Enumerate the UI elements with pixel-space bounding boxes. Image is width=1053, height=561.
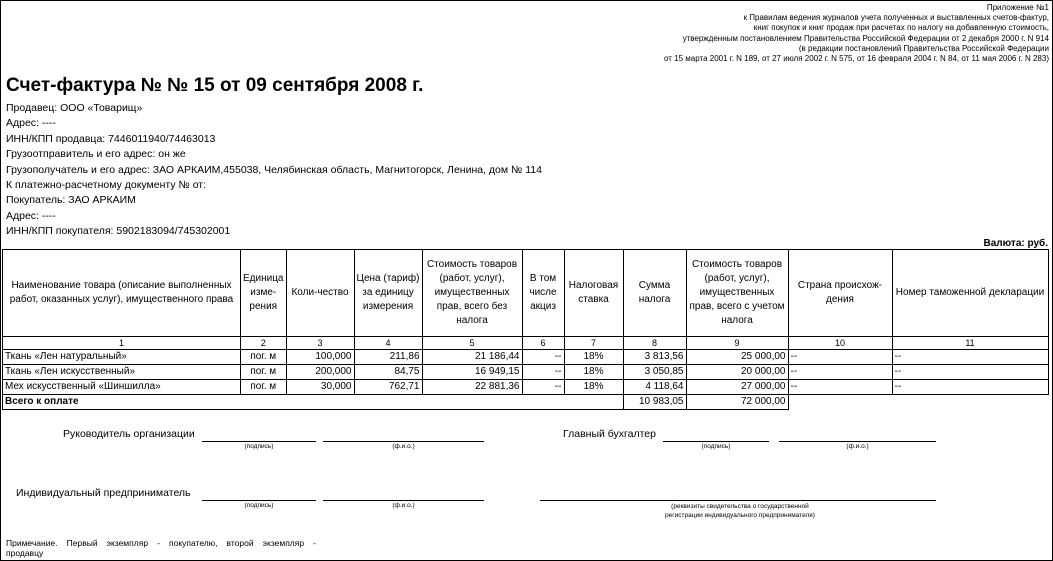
col-number: 8 — [623, 337, 686, 350]
col-number: 11 — [892, 337, 1048, 350]
table-row — [3, 350, 1049, 365]
item-price: 84,75 — [354, 365, 422, 380]
table-row — [3, 365, 1049, 380]
attachment-line: книг покупок и книг продаж при расчетах по налогу на добавленную стоимость, — [753, 23, 1049, 33]
payment-document: К платежно-расчетному документу № от: — [6, 178, 207, 191]
registration-caption-line: регистрации индивидуального предпринимателя) — [665, 512, 815, 519]
item-country: -- — [788, 350, 892, 365]
buyer-inn: ИНН/КПП покупателя: 5902183094/745302001 — [6, 225, 231, 238]
col-header-name: Наименование товара (описание выполненных работ, оказанных услуг), имущественного права — [3, 250, 241, 337]
accountant-sign-line[interactable] — [663, 441, 769, 442]
col-number: 3 — [286, 337, 354, 350]
item-unit: пог. м — [241, 365, 287, 380]
table-header-row — [3, 250, 1049, 337]
item-rate: 18% — [564, 350, 623, 365]
total-sum: 72 000,00 — [686, 395, 788, 410]
item-unit: пог. м — [241, 350, 287, 365]
col-header-country: Страна происхож-дения — [788, 250, 892, 337]
col-header-tax: Сумма налога — [623, 250, 686, 337]
col-number: 4 — [354, 337, 422, 350]
item-total: 27 000,00 — [686, 380, 788, 395]
col-header-price: Цена (тариф) за единицу измерения — [354, 250, 422, 337]
col-header-unit: Единица изме-рения — [241, 250, 287, 337]
accountant-label: Главный бухгалтер — [563, 428, 656, 440]
col-number: 6 — [522, 337, 564, 350]
footnote-line: Примечание. Первый экземпляр - покупателю, второй экземпляр - — [6, 538, 316, 548]
col-header-declaration: Номер таможенной декларации — [892, 250, 1048, 337]
name-caption: (ф.и.о.) — [392, 502, 415, 509]
item-qty: 200,000 — [286, 365, 354, 380]
col-header-total: Стоимость товаров (работ, услуг), имущественных прав, всего с учетом налога — [686, 250, 788, 337]
item-rate: 18% — [564, 365, 623, 380]
buyer-address: Адрес: ---- — [6, 209, 56, 222]
head-sign-line[interactable] — [202, 441, 316, 442]
item-qty: 30,000 — [286, 380, 354, 395]
party-info — [6, 101, 542, 240]
sign-caption: (подпись) — [244, 502, 274, 509]
item-price: 762,71 — [354, 380, 422, 395]
attachment-line: утвержденным постановлением Правительства Российской Федерации от 2 декабря 2000 г. N 914 — [682, 33, 1049, 43]
item-declaration: -- — [892, 350, 1048, 365]
goods-table — [2, 249, 1049, 410]
col-header-qty: Коли-чество — [286, 250, 354, 337]
consignee: Грузополучатель и его адрес: ЗАО АРКАИМ,455038, Челябинская область, Магнитогорск, Ленина, дом № 114 — [6, 163, 542, 176]
attachment-line: к Правилам ведения журналов учета полученных и выставленных счетов-фактур, — [743, 13, 1049, 23]
col-number: 1 — [3, 337, 241, 350]
col-number: 9 — [686, 337, 788, 350]
shipper: Грузоотправитель и его адрес: он же — [6, 148, 186, 161]
seller-address: Адрес: ---- — [6, 117, 56, 130]
col-header-excise: В том числе акциз — [522, 250, 564, 337]
footnote-line: продавцу — [6, 548, 44, 558]
table-row — [3, 380, 1049, 395]
accountant-name-line[interactable] — [779, 441, 936, 442]
seller: Продавец: ООО «Товарищ» — [6, 102, 143, 114]
entrepreneur-sign-line[interactable] — [202, 500, 316, 501]
item-price: 211,86 — [354, 350, 422, 365]
item-name: Мех искусственный «Шиншилла» — [3, 380, 241, 395]
item-declaration: -- — [892, 365, 1048, 380]
entrepreneur-label: Индивидуальный предприниматель — [16, 487, 191, 499]
item-qty: 100,000 — [286, 350, 354, 365]
registration-caption-line: (реквизиты свидетельства о государственной — [671, 503, 809, 510]
total-blank — [788, 395, 1048, 410]
name-caption: (ф.и.о.) — [846, 443, 869, 450]
col-number: 2 — [241, 337, 287, 350]
item-declaration: -- — [892, 380, 1048, 395]
item-total: 25 000,00 — [686, 350, 788, 365]
registration-line[interactable] — [540, 500, 936, 501]
attachment-line: от 15 марта 2001 г. N 189, от 27 июля 2002 г. N 575, от 16 февраля 2004 г. N 84, от 11 мая 2006 г. N 283) — [664, 54, 1049, 64]
item-name: Ткань «Лен искусственный» — [3, 365, 241, 380]
attachment-reference — [664, 3, 1049, 64]
col-number: 10 — [788, 337, 892, 350]
item-tax: 4 118,64 — [623, 380, 686, 395]
item-excise: -- — [522, 380, 564, 395]
entrepreneur-name-line[interactable] — [323, 500, 484, 501]
sign-caption: (подпись) — [701, 443, 731, 450]
item-tax: 3 813,56 — [623, 350, 686, 365]
item-cost: 21 186,44 — [422, 350, 522, 365]
attachment-line: (в редакции постановлений Правительства Российской Федерации — [798, 43, 1049, 53]
item-excise: -- — [522, 350, 564, 365]
item-unit: пог. м — [241, 380, 287, 395]
head-label: Руководитель организации — [63, 428, 195, 440]
seller-inn: ИНН/КПП продавца: 7446011940/74463013 — [6, 132, 216, 145]
currency: Валюта: руб. — [983, 238, 1048, 249]
col-header-cost: Стоимость товаров (работ, услуг), имущественных прав, всего без налога — [422, 250, 522, 337]
invoice-title: Счет-фактура № № 15 от 09 сентября 2008 г. — [6, 75, 424, 96]
col-number: 7 — [564, 337, 623, 350]
item-rate: 18% — [564, 380, 623, 395]
col-number: 5 — [422, 337, 522, 350]
item-total: 20 000,00 — [686, 365, 788, 380]
sign-caption: (подпись) — [244, 443, 274, 450]
attachment-line: Приложение №1 — [986, 3, 1049, 12]
item-country: -- — [788, 365, 892, 380]
total-label: Всего к оплате — [3, 395, 624, 410]
registration-caption — [540, 502, 940, 520]
col-header-rate: Налоговая ставка — [564, 250, 623, 337]
item-cost: 22 881,36 — [422, 380, 522, 395]
column-number-row — [3, 337, 1049, 350]
item-excise: -- — [522, 365, 564, 380]
item-tax: 3 050,85 — [623, 365, 686, 380]
item-cost: 16 949,15 — [422, 365, 522, 380]
total-tax: 10 983,05 — [623, 395, 686, 410]
head-name-line[interactable] — [323, 441, 484, 442]
footnote — [6, 538, 316, 558]
item-name: Ткань «Лен натуральный» — [3, 350, 241, 365]
item-country: -- — [788, 380, 892, 395]
total-row — [3, 395, 1049, 410]
buyer: Покупатель: ЗАО АРКАИМ — [6, 194, 136, 207]
name-caption: (ф.и.о.) — [392, 443, 415, 450]
